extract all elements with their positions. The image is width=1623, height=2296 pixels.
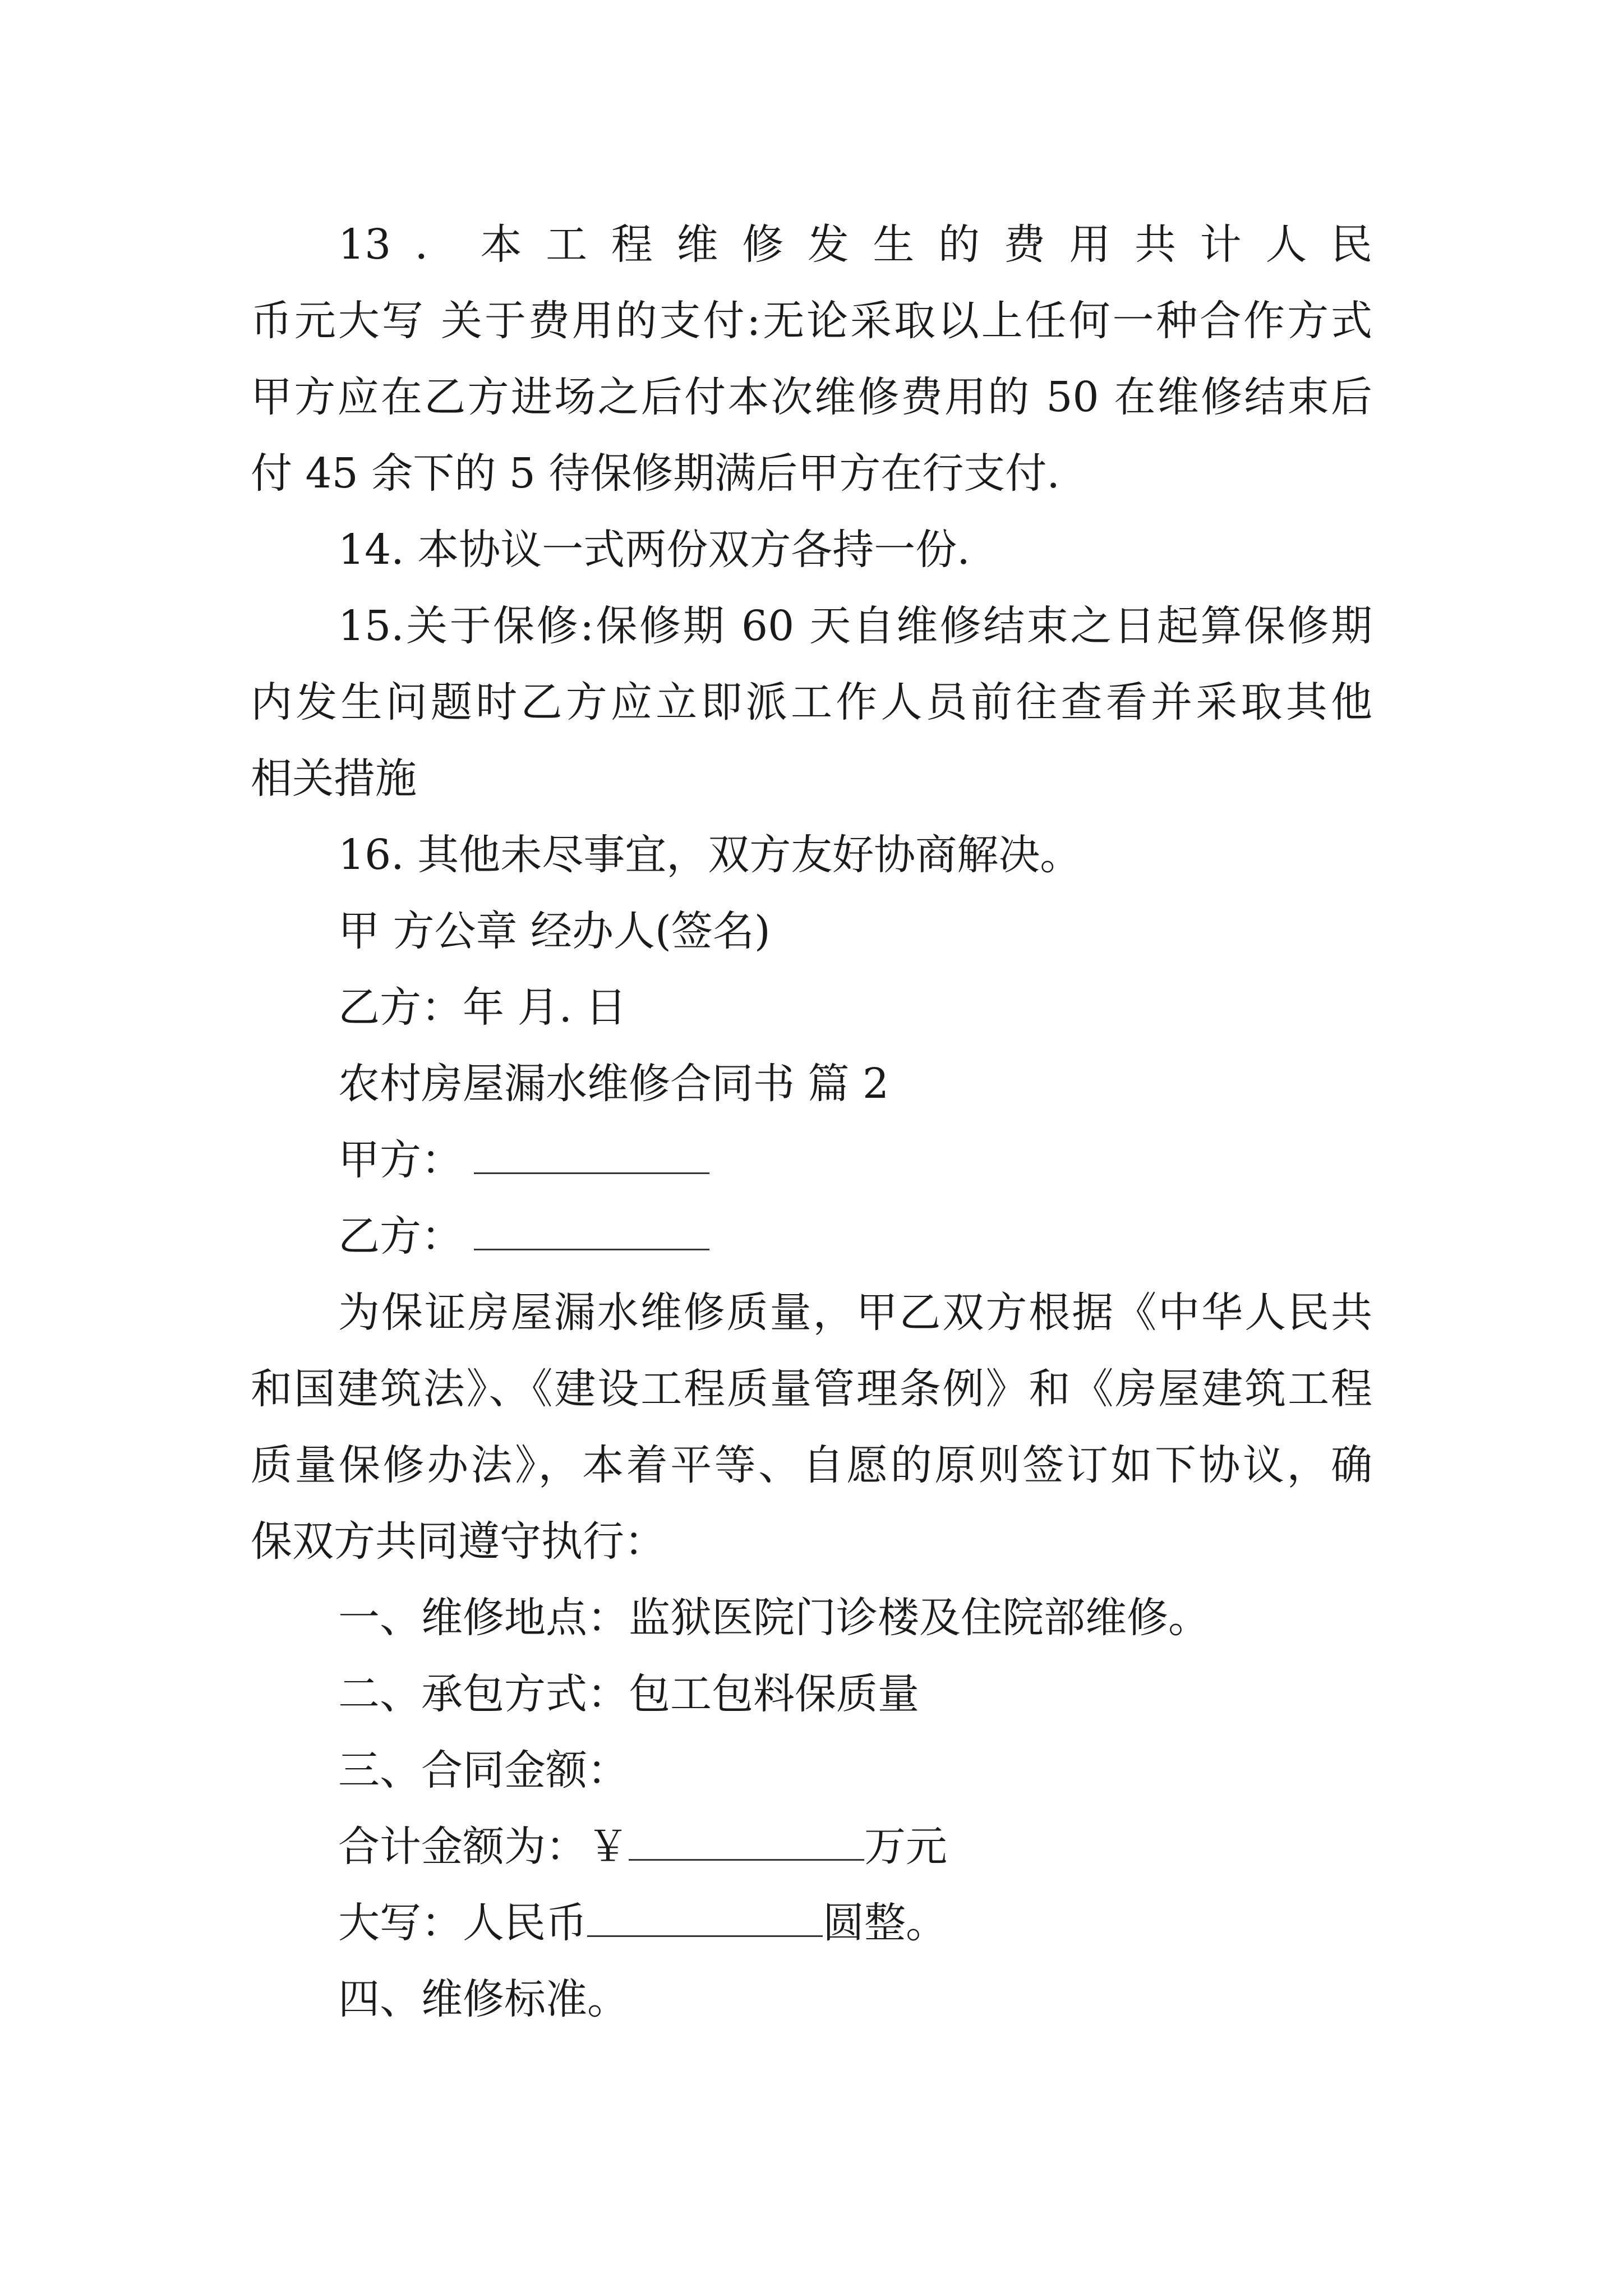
- total-amount-blank: [629, 1820, 864, 1861]
- item-1-location: 一、维修地点：监狱医院门诊楼及住院部维修。: [338, 1594, 1210, 1642]
- clause-13-line-2: 币元大写 关于费用的支付:无论采取以上任何一种合作方式: [251, 297, 1372, 345]
- clause-13-line-3: 甲方应在乙方进场之后付本次维修费用的 50 在维修结束后: [251, 373, 1372, 421]
- party-b-label: 乙方：: [338, 1212, 463, 1260]
- total-amount-suffix: 万元: [864, 1823, 947, 1871]
- party-a-field: [338, 1122, 1460, 1198]
- amount-in-words-prefix: 大写：人民币: [338, 1899, 587, 1947]
- section-title: 农村房屋漏水维修合同书 篇 2: [338, 1060, 889, 1108]
- amount-in-words-blank: [587, 1896, 823, 1937]
- signature-party-a: 甲 方公章 经办人(签名): [338, 907, 771, 955]
- clause-15-line-3: 相关措施: [251, 754, 417, 803]
- preamble-line-4: 保双方共同遵守执行：: [251, 1517, 666, 1566]
- total-amount-line: [338, 1809, 1460, 1885]
- item-2-contract-method: 二、承包方式：包工包料保质量: [338, 1670, 919, 1718]
- clause-15-line-1: 15.关于保修:保修期 60 天自维修结束之日起算保修期: [338, 602, 1372, 650]
- clause-13-line-1: 13．本工程维修发生的费用共计人民: [338, 220, 1372, 269]
- party-b-blank: [474, 1209, 709, 1250]
- clause-13-line-4: 付 45 余下的 5 待保修期满后甲方在行支付.: [251, 449, 1060, 498]
- clause-14: 14. 本协议一式两份双方各持一份.: [338, 526, 970, 574]
- party-a-blank: [474, 1133, 709, 1174]
- party-b-field: [338, 1198, 1460, 1274]
- amount-in-words-suffix: 圆整。: [823, 1899, 947, 1947]
- amount-in-words-line: [338, 1885, 1460, 1961]
- total-amount-prefix: 合计金额为：￥: [338, 1823, 629, 1871]
- preamble-line-3: 质量保修办法》，本着平等、自愿的原则签订如下协议，确: [251, 1441, 1372, 1489]
- party-a-label: 甲方：: [338, 1136, 463, 1184]
- item-3-contract-amount: 三、合同金额：: [338, 1746, 629, 1795]
- preamble-line-2: 和国建筑法》、《建设工程质量管理条例》和《房屋建筑工程: [251, 1365, 1372, 1413]
- clause-16: 16. 其他未尽事宜，双方友好协商解决。: [338, 831, 1082, 879]
- signature-party-b-date: 乙方：年 月. 日: [338, 983, 627, 1032]
- item-4-repair-standard: 四、维修标准。: [338, 1975, 629, 2023]
- preamble-line-1: 为保证房屋漏水维修质量，甲乙双方根据《中华人民共: [338, 1289, 1372, 1337]
- clause-15-line-2: 内发生问题时乙方应立即派工作人员前往查看并采取其他: [251, 678, 1372, 726]
